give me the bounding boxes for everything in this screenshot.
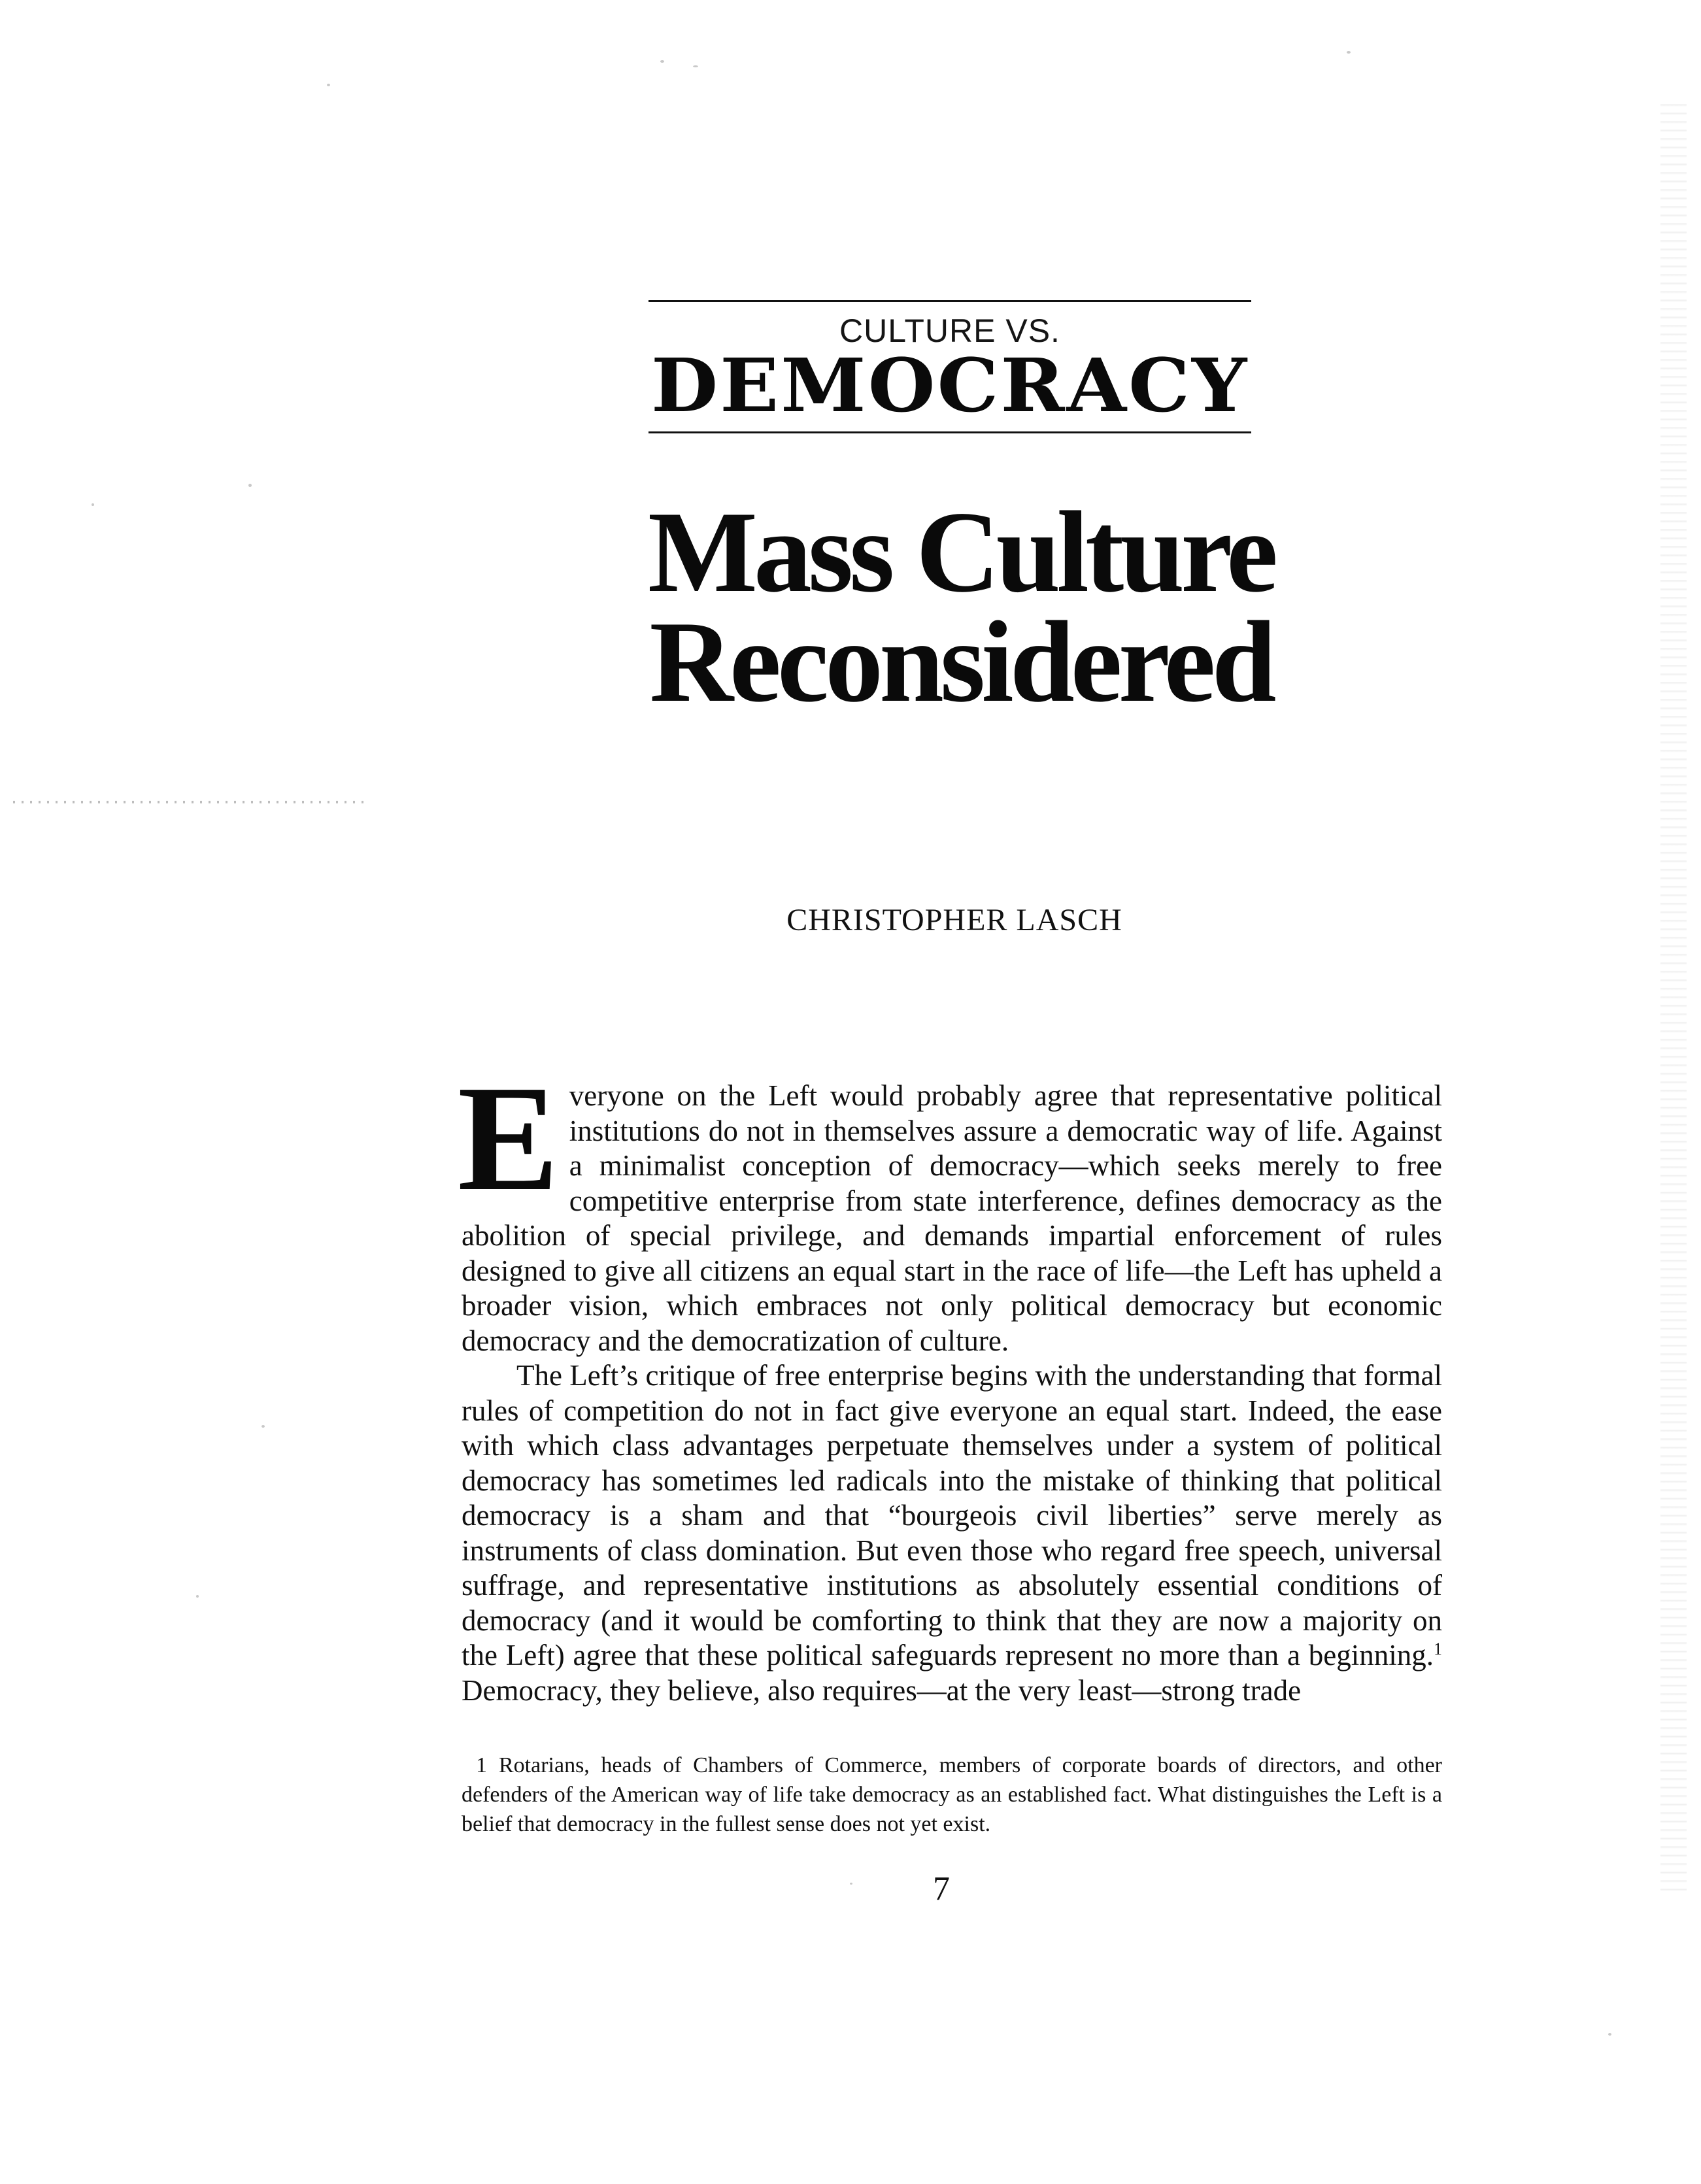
body-paragraph-2 xyxy=(462,1358,1442,1708)
article-title xyxy=(628,487,1294,726)
article-body xyxy=(458,1054,1442,1708)
scan-speck xyxy=(693,65,698,67)
author-byline: CHRISTOPHER LASCH xyxy=(786,903,1122,937)
footnote-reference: 1 xyxy=(1434,1639,1442,1658)
scan-speck xyxy=(196,1595,199,1598)
article-title-line-1: Mass Culture xyxy=(647,487,1275,616)
scan-speck xyxy=(248,484,252,487)
body-paragraph-1 xyxy=(458,1054,1442,1358)
footnote-marker: 1 xyxy=(476,1753,487,1777)
scan-edge-noise xyxy=(1660,98,1687,1896)
scan-speck xyxy=(327,84,330,86)
paragraph-1-text: veryone on the Left would probably agree that representative political institutions do not in themselves assure a democratic way of life. Against a minimalist conception of democracy—which seeks merely to free competitive enterprise from state interference, defines democracy as the abolition of special privilege, and demands impartial enforcement of rules designed to give all citizens an equal start in the race of life—the Left has upheld a broader vision, which embraces not only political democracy but economic democracy and the democratization of culture. xyxy=(462,1079,1442,1357)
paragraph-2-tail: Democracy, they believe, also requires—at the very least—strong trade xyxy=(462,1673,1302,1707)
header-bottom-rule xyxy=(648,431,1251,433)
section-kicker: CULTURE VS. xyxy=(839,312,1060,349)
page-number: 7 xyxy=(933,1870,950,1907)
footnote-text: Rotarians, heads of Chambers of Commerce, members of corporate boards of directors, and other defenders of the American way of life take democracy as an established fact. What distinguishes the Left is a belief that democracy in the fullest sense does not yet exist. xyxy=(462,1753,1442,1836)
scan-speck xyxy=(1608,2033,1611,2036)
header-top-rule xyxy=(648,300,1251,302)
scan-dot-line xyxy=(13,801,366,803)
scan-speck xyxy=(1347,51,1351,54)
drop-cap: E xyxy=(458,1054,559,1222)
scan-speck xyxy=(261,1425,265,1428)
paragraph-2-text: The Left’s critique of free enterprise begins with the understanding that formal rules of competition do not in fact give everyone an equal start. Indeed, the ease with which class advantages perpetuate themselves under a system of political democracy has sometimes led radicals into the mistake of thinking that political democracy is a sham and that “bourgeois civil liberties” serve merely as instruments of class domination. But even those who regard free speech, universal suffrage, and representative institutions as absolutely essential conditions of democracy (and it would be comforting to think that they are now a majority on the Left) agree that these political safeguards represent no more than a beginning. xyxy=(462,1359,1442,1672)
section-title: DEMOCRACY xyxy=(650,342,1249,429)
scan-speck xyxy=(92,503,94,506)
scan-speck xyxy=(850,1883,852,1885)
footnote xyxy=(462,1751,1442,1839)
article-title-line-2: Reconsidered xyxy=(649,597,1273,726)
scan-speck xyxy=(660,60,664,63)
